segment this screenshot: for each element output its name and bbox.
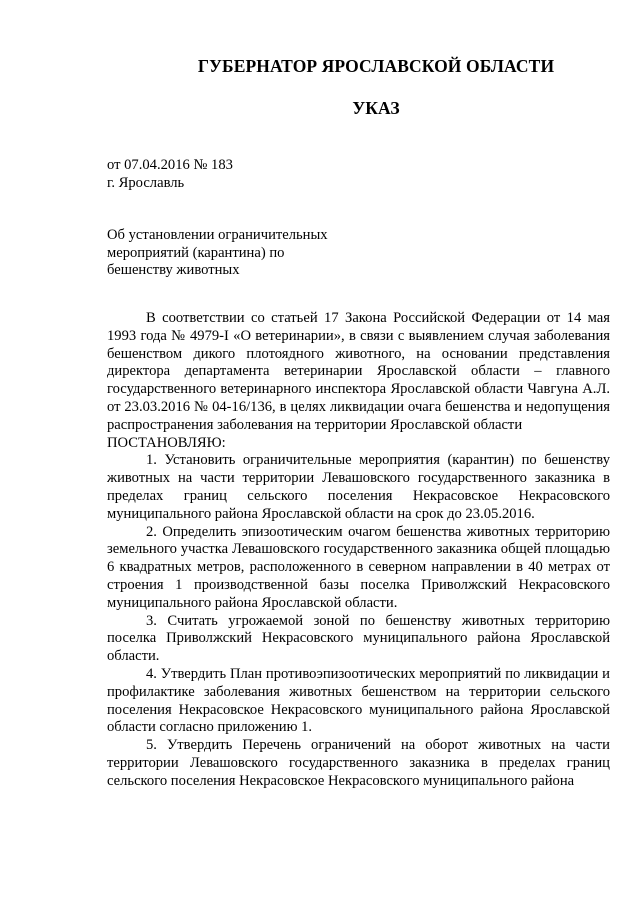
- document-subject: [107, 227, 367, 280]
- decree-item: 1. Установить ограничительные мероприятия (карантин) по бешенству животных на части территории Левашовского государственного заказника в пределах границ сельского поселения Некрасовское Некрасовского муниципального района Ярославской области на срок до 23.05.2016.: [107, 452, 610, 522]
- decree-item: 4. Утвердить План противоэпизоотических мероприятий по ликвидации и профилактике заболевания животных бешенством на территории сельского поселения Некрасовское Некрасовского муниципального района Ярославской области согласно приложению 1.: [107, 665, 610, 736]
- subject-line: мероприятий (карантина) по: [107, 244, 285, 261]
- city: г. Ярославль: [107, 175, 185, 191]
- decree-item: 5. Утвердить Перечень ограничений на оборот животных на части территории Левашовского государственного заказника в пределах границ сельского поселения Некрасовское Некрасовского муниципального района: [107, 737, 610, 789]
- governor-title: ГУБЕРНАТОР ЯРОСЛАВСКОЙ ОБЛАСТИ: [197, 56, 555, 76]
- subject-line: Об установлении ограничительных: [107, 227, 328, 243]
- decree-item: 2. Определить эпизоотическим очагом бешенства животных территорию земельного участка Левашовского государственного заказника общей площадью 6 квадратных метров, расположенного в северном направлении в 40 метрах от строения 1 производственной базы поселка Приволжский Некрасовского муниципального района Ярославской области.: [107, 523, 610, 611]
- date-number: от 07.04.2016 № 183: [107, 157, 233, 173]
- decree-word: ПОСТАНОВЛЯЮ:: [107, 434, 226, 451]
- document-body: [107, 310, 610, 791]
- preamble-paragraph: В соответствии со статьей 17 Закона Российской Федерации от 14 мая 1993 года № 4979-I «О ветеринарии», в связи с выявлением случая заболевания бешенством дикого плотоядного животного, на основании представления директора департамента ветеринарии Ярославской области – главного государственного ветеринарного инспектора Ярославской области Чавгуна А.Л. от 23.03.2016 № 04-16/136, в целях ликвидации очага бешенства и недопущения распространения заболевания на территории Ярославской области: [107, 310, 610, 433]
- decree-item: 3. Считать угрожаемой зоной по бешенству животных территорию поселка Приволжский Некрасовского муниципального района Ярославской области.: [107, 612, 610, 665]
- subject-line: бешенству животных: [107, 262, 240, 279]
- document-type: УКАЗ: [352, 98, 400, 118]
